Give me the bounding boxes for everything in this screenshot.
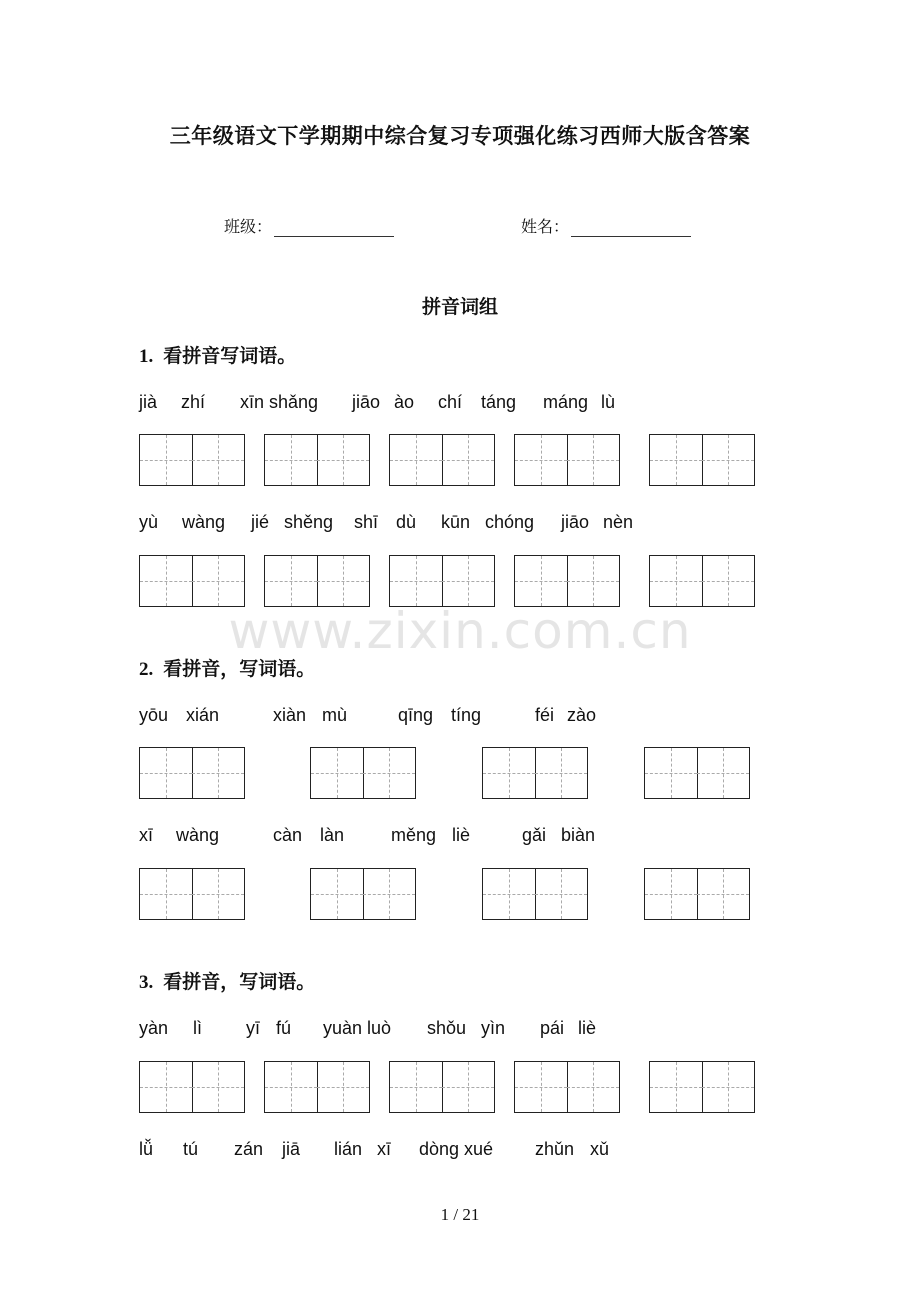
writing-box[interactable] (310, 868, 416, 920)
writing-box[interactable] (482, 747, 588, 799)
document-title: 三年级语文下学期期中综合复习专项强化练习西师大版含答案 (169, 123, 751, 148)
pinyin: càn (273, 825, 303, 845)
pinyin: qīng (398, 705, 434, 725)
pinyin: jiā (282, 1139, 301, 1159)
pinyin: gǎi (522, 825, 547, 845)
question-2-heading (139, 654, 315, 681)
pinyin: féi (535, 705, 555, 725)
pinyin: yàn (139, 1018, 169, 1038)
pinyin: dòng xué (419, 1139, 494, 1159)
pinyin: pái (540, 1018, 565, 1038)
writing-box[interactable] (389, 1061, 495, 1113)
writing-box[interactable] (514, 1061, 620, 1113)
pinyin: ào (394, 392, 415, 412)
pinyin: xiàn (273, 705, 307, 725)
writing-box[interactable] (649, 434, 755, 486)
pinyin: jiāo (352, 392, 381, 412)
pinyin: xī (139, 825, 154, 845)
writing-box[interactable] (264, 1061, 370, 1113)
class-field (224, 214, 394, 237)
pinyin: xīn shǎng (240, 392, 319, 412)
pinyin: zhǔn (535, 1139, 575, 1159)
writing-box[interactable] (139, 868, 245, 920)
name-blank[interactable] (571, 220, 691, 237)
pinyin: tíng (451, 705, 482, 725)
pinyin: làn (320, 825, 345, 845)
writing-box[interactable] (644, 747, 750, 799)
pinyin: shǒu (427, 1018, 467, 1038)
question-number: 2. (139, 659, 154, 680)
pinyin: yù (139, 512, 159, 532)
question-3-heading (139, 967, 315, 994)
watermark: www.zixin.com.cn (228, 602, 692, 660)
writing-box[interactable] (264, 434, 370, 486)
class-blank[interactable] (274, 220, 394, 237)
question-1-heading (139, 341, 296, 368)
writing-box[interactable] (139, 747, 245, 799)
section-title: 拼音词组 (421, 296, 498, 318)
question-number: 1. (139, 346, 154, 367)
pinyin: yuàn luò (323, 1018, 392, 1038)
pinyin: měng (391, 825, 437, 845)
pinyin: yī (246, 1018, 261, 1038)
pinyin: fú (276, 1018, 292, 1038)
pinyin: yōu (139, 705, 169, 725)
writing-box[interactable] (482, 868, 588, 920)
page-number: 1 / 21 (440, 1205, 480, 1224)
pinyin: máng (543, 392, 589, 412)
pinyin: liè (578, 1018, 597, 1038)
writing-box[interactable] (644, 868, 750, 920)
pinyin: táng (481, 392, 517, 412)
pinyin: liè (452, 825, 471, 845)
pinyin: lián (334, 1139, 363, 1159)
question-text: 看拼音，写词语。 (163, 658, 316, 680)
pinyin: wàng (176, 825, 220, 845)
pinyin: shī (354, 512, 379, 532)
question-text: 看拼音写词语。 (163, 345, 297, 367)
pinyin: jié (251, 512, 270, 532)
pinyin: lǚ (139, 1139, 154, 1159)
question-number: 3. (139, 972, 154, 993)
writing-box[interactable] (139, 555, 245, 607)
pinyin: wàng (182, 512, 226, 532)
pinyin: xǔ (590, 1139, 610, 1159)
pinyin: jià (139, 392, 158, 412)
name-label: 姓名： (521, 217, 570, 236)
pinyin: mù (322, 705, 348, 725)
pinyin: biàn (561, 825, 596, 845)
pinyin: lù (601, 392, 616, 412)
name-field (521, 214, 691, 237)
writing-box[interactable] (514, 555, 620, 607)
writing-box[interactable] (139, 434, 245, 486)
pinyin: zào (567, 705, 597, 725)
writing-box[interactable] (139, 1061, 245, 1113)
pinyin: xī (377, 1139, 392, 1159)
question-text: 看拼音，写词语。 (163, 971, 316, 993)
pinyin: nèn (603, 512, 634, 532)
pinyin: chóng (485, 512, 535, 532)
writing-box[interactable] (649, 555, 755, 607)
pinyin: jiāo (561, 512, 590, 532)
pinyin: lì (193, 1018, 202, 1038)
writing-box[interactable] (310, 747, 416, 799)
writing-box[interactable] (389, 555, 495, 607)
pinyin: yìn (481, 1018, 506, 1038)
pinyin: chí (438, 392, 463, 412)
pinyin: kūn (441, 512, 471, 532)
pinyin: xián (186, 705, 220, 725)
pinyin: tú (183, 1139, 199, 1159)
writing-box[interactable] (649, 1061, 755, 1113)
writing-box[interactable] (514, 434, 620, 486)
pinyin: zán (234, 1139, 264, 1159)
pinyin: shěng (284, 512, 334, 532)
class-label: 班级： (224, 217, 273, 236)
pinyin: zhí (181, 392, 206, 412)
writing-box[interactable] (389, 434, 495, 486)
pinyin: dù (396, 512, 417, 532)
writing-box[interactable] (264, 555, 370, 607)
